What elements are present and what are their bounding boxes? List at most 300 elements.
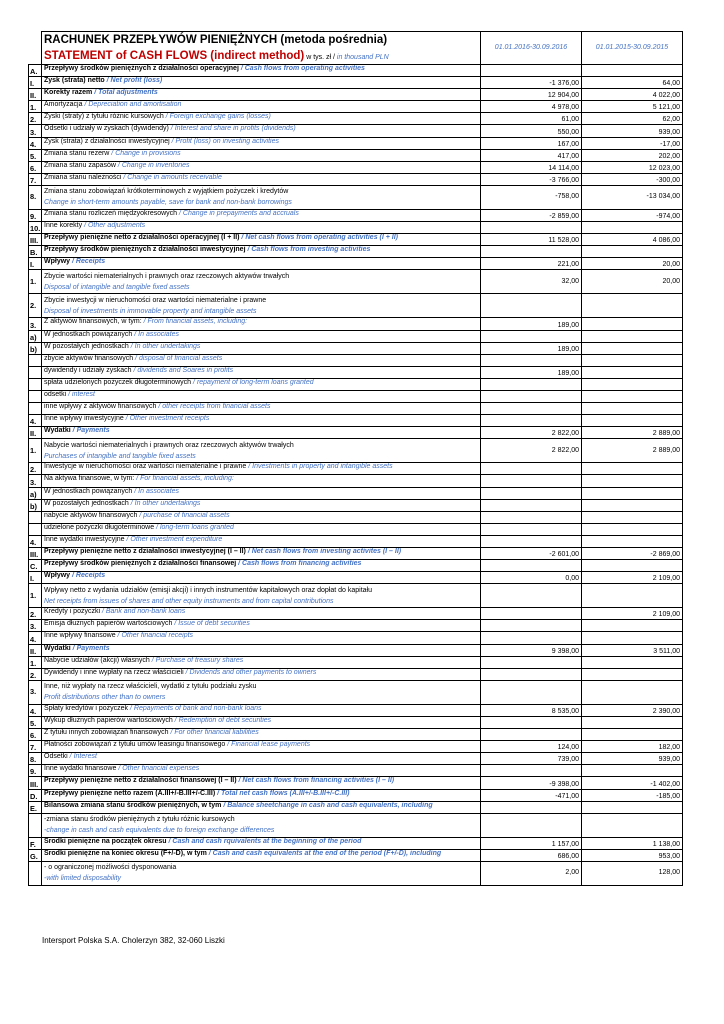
table-row — [29, 487, 683, 499]
value-current: 2,00 — [481, 861, 582, 885]
label-separator: / — [132, 487, 139, 495]
value-current: 686,00 — [481, 849, 582, 861]
row-number: 9. — [29, 209, 42, 221]
value-current — [481, 499, 582, 511]
label-en: Change in prepayments and accruals — [182, 209, 299, 217]
period-current: 01.01.2016-30.09.2016 — [481, 32, 582, 65]
row-number: 9. — [29, 765, 42, 777]
value-previous: 939,00 — [582, 125, 683, 137]
table-row — [29, 813, 683, 837]
value-previous: 2 390,00 — [582, 704, 683, 716]
row-number: 1. — [29, 101, 42, 113]
value-previous — [582, 294, 683, 318]
label-pl: Korekty razem — [44, 89, 93, 97]
value-previous: 939,00 — [582, 753, 683, 765]
value-previous: 1 138,00 — [582, 837, 683, 849]
label-pl: Z tytułu innych zobowiązań finansowych — [44, 729, 169, 737]
label-separator: / — [238, 65, 245, 72]
label-separator: / — [169, 137, 176, 145]
value-current — [481, 403, 582, 415]
row-number — [29, 390, 42, 402]
label-en: Cash flows from investing activities — [251, 246, 371, 254]
label-en: Repayments of bank and non-bank loans — [133, 704, 262, 712]
value-previous — [582, 801, 683, 813]
row-number — [29, 511, 42, 523]
value-previous — [582, 535, 683, 547]
label-en: Receipts — [75, 258, 106, 266]
value-current — [481, 475, 582, 487]
company-footer: Intersport Polska S.A. Cholerzyn 382, 32-060 Liszki — [42, 936, 225, 945]
label-separator: / — [239, 234, 246, 242]
label-separator: / — [168, 125, 175, 133]
label-pl: Płatności zobowiązań z tytułu umów leasingu finansowego — [44, 741, 226, 749]
table-row — [29, 222, 683, 234]
label-separator: / — [236, 777, 243, 785]
label-en: Foreign exchange gains (losses) — [169, 113, 271, 121]
value-previous — [582, 403, 683, 415]
label-pl: Przepływy środków pieniężnych z działalności inwestycyjnej — [44, 246, 246, 254]
table-row — [29, 173, 683, 185]
label-en: purchase of financial assets — [143, 511, 230, 519]
value-previous: 20,00 — [582, 270, 683, 294]
row-description — [42, 813, 481, 837]
table-row — [29, 378, 683, 390]
row-description — [42, 632, 481, 644]
row-description — [42, 258, 481, 270]
row-description — [42, 741, 481, 753]
label-separator: / — [133, 354, 139, 362]
label-pl: Zmiana stanu rozliczeń międzyokresowych — [44, 209, 178, 217]
value-previous: 3 511,00 — [582, 644, 683, 656]
row-description — [42, 656, 481, 668]
row-description — [42, 584, 481, 608]
value-current — [481, 620, 582, 632]
label-en: Profit distributions other than to owners — [44, 694, 166, 702]
table-row — [29, 294, 683, 318]
label-en: Balance sheetchange in cash and cash equivalents, including — [227, 801, 433, 809]
row-description — [42, 427, 481, 439]
value-current — [481, 535, 582, 547]
label-separator: / — [154, 523, 160, 531]
value-previous — [582, 354, 683, 366]
row-description — [42, 366, 481, 378]
row-description — [42, 680, 481, 704]
table-row — [29, 560, 683, 572]
label-pl: Zbycie inwestycji w nieruchomości oraz wartości niematerialne i prawne — [44, 296, 267, 304]
unit-pl: w tys. zł / — [306, 54, 337, 61]
row-number — [29, 403, 42, 415]
row-description — [42, 222, 481, 234]
row-description — [42, 378, 481, 390]
label-en: In other undertakings — [134, 342, 201, 350]
table-row — [29, 149, 683, 161]
label-pl: Inwestycje w nieruchomości oraz wartości niematerialne i prawne — [44, 463, 247, 471]
label-separator: / — [82, 222, 88, 230]
value-previous: 2 889,00 — [582, 427, 683, 439]
label-pl: Przepływy środków pieniężnych z działalności operacyjnej — [44, 65, 239, 72]
row-number: 7. — [29, 173, 42, 185]
label-en: Net cash flows from investing activites (I – II) — [251, 548, 402, 555]
value-current — [481, 656, 582, 668]
row-number: 2. — [29, 668, 42, 680]
row-number: 8. — [29, 185, 42, 209]
label-separator: / — [168, 729, 175, 737]
value-current — [481, 378, 582, 390]
label-separator: / — [166, 837, 173, 845]
table-row — [29, 137, 683, 149]
label-en: Change in provisions — [115, 149, 181, 157]
row-description — [42, 125, 481, 137]
value-previous: -185,00 — [582, 789, 683, 801]
label-en: Purchase of treasury shares — [155, 656, 244, 664]
table-row — [29, 572, 683, 584]
title-pl: RACHUNEK PRZEPŁYWÓW PIENIĘŻNYCH (metoda pośrednia) — [44, 34, 388, 46]
value-previous — [582, 620, 683, 632]
value-previous — [582, 560, 683, 572]
label-en: Change in amounts receivable — [127, 173, 222, 181]
value-current: -2 601,00 — [481, 548, 582, 560]
row-description — [42, 523, 481, 535]
row-description — [42, 173, 481, 185]
row-number — [29, 861, 42, 885]
label-pl: Kredyty i pożyczki — [44, 608, 101, 616]
value-previous — [582, 656, 683, 668]
label-pl: Przepływy pieniężne netto z działalności finansowej (I – II) — [44, 777, 237, 785]
label-pl: Odsetki — [44, 753, 68, 761]
label-pl: Inne wydatki finansowe — [44, 765, 117, 773]
value-current — [481, 680, 582, 704]
label-pl: zbycie aktywów finansowych — [44, 354, 134, 362]
row-description — [42, 149, 481, 161]
label-en: In associates — [138, 487, 180, 495]
cash-flow-table — [28, 31, 683, 886]
value-previous — [582, 318, 683, 330]
row-number: a) — [29, 330, 42, 342]
value-previous — [582, 330, 683, 342]
label-pl: - o ograniczonej możliwości dysponowania — [44, 864, 177, 872]
row-description — [42, 511, 481, 523]
value-previous — [582, 222, 683, 234]
row-description — [42, 354, 481, 366]
label-pl: Przepływy pieniężne netto z działalności operacyjnej (I + II) — [44, 234, 240, 242]
value-previous: 2 109,00 — [582, 572, 683, 584]
label-en: Purchases of intangible and tangible fixed assets — [44, 452, 196, 460]
label-en: Investments in property and intangible assets — [252, 463, 393, 471]
table-row — [29, 342, 683, 354]
table-row — [29, 789, 683, 801]
label-en: dividends and Soares in profits — [137, 366, 234, 374]
row-number: 1. — [29, 584, 42, 608]
label-en: Financial lease payments — [231, 741, 311, 749]
label-pl: Wykup dłużnych papierów wartościowych — [44, 716, 173, 724]
label-separator: / — [149, 656, 156, 664]
label-pl: Przepływy środków pieniężnych z działalności finansowej — [44, 560, 237, 568]
label-en: For financial assets, including: — [140, 475, 234, 483]
value-current — [481, 560, 582, 572]
row-number: III. — [29, 548, 42, 560]
value-current — [481, 765, 582, 777]
value-current — [481, 330, 582, 342]
value-previous: -1 402,00 — [582, 777, 683, 789]
label-pl: Zmiana stanu zobowiązań krótkoterminowych z wyjątkiem pożyczek i kredytów — [44, 188, 289, 196]
table-row — [29, 801, 683, 813]
row-description — [42, 161, 481, 173]
row-number: E. — [29, 801, 42, 813]
label-pl: Zmiana stanu należności — [44, 173, 122, 181]
label-separator: / — [236, 560, 243, 568]
value-current — [481, 511, 582, 523]
row-description — [42, 390, 481, 402]
table-row — [29, 535, 683, 547]
label-en: In associates — [138, 330, 180, 338]
label-separator: / — [225, 741, 232, 749]
row-description — [42, 777, 481, 789]
row-description — [42, 572, 481, 584]
row-description — [42, 403, 481, 415]
row-description — [42, 729, 481, 741]
label-separator: / — [131, 366, 138, 374]
row-description — [42, 101, 481, 113]
label-en: Cash and cash rquivalents at the beginning of the period — [172, 837, 362, 845]
table-row — [29, 101, 683, 113]
value-current — [481, 729, 582, 741]
value-current: 9 398,00 — [481, 644, 582, 656]
value-current — [481, 813, 582, 837]
label-pl: Wpływy — [44, 258, 71, 266]
table-row — [29, 330, 683, 342]
table-row — [29, 523, 683, 535]
row-number: a) — [29, 487, 42, 499]
value-previous: 182,00 — [582, 741, 683, 753]
row-description — [42, 342, 481, 354]
table-row — [29, 644, 683, 656]
table-row — [29, 777, 683, 789]
value-previous — [582, 415, 683, 427]
table-row — [29, 258, 683, 270]
table-row — [29, 354, 683, 366]
value-previous — [582, 475, 683, 487]
table-row — [29, 499, 683, 511]
table-row — [29, 753, 683, 765]
table-row — [29, 837, 683, 849]
value-current: 189,00 — [481, 366, 582, 378]
row-description — [42, 113, 481, 125]
table-row — [29, 77, 683, 89]
value-previous — [582, 378, 683, 390]
label-en: Profit (loss) on investing activities — [175, 137, 279, 145]
label-separator: / — [116, 765, 123, 773]
row-description — [42, 704, 481, 716]
table-row — [29, 439, 683, 463]
label-en: Net cash flows from operating activities (I + II) — [245, 234, 399, 242]
row-description — [42, 415, 481, 427]
row-description — [42, 644, 481, 656]
row-description — [42, 246, 481, 258]
value-previous — [582, 342, 683, 354]
label-pl: W pozostałych jednostkach — [44, 342, 129, 350]
label-separator: / — [92, 89, 99, 97]
label-pl: Bilansowa zmiana stanu środków pieniężnych, w tym — [44, 801, 222, 809]
label-pl: udzielone pożyczki długoterminowe — [44, 523, 155, 531]
label-separator: / — [163, 113, 170, 121]
value-current: 8 535,00 — [481, 704, 582, 716]
value-previous — [582, 246, 683, 258]
table-row — [29, 584, 683, 608]
label-separator: / — [245, 246, 252, 254]
table-row — [29, 741, 683, 753]
row-number: A. — [29, 65, 42, 77]
table-row — [29, 656, 683, 668]
label-en: Cash and cash equivalents at the end of the period (F+/-D), including — [212, 849, 442, 857]
value-current — [481, 463, 582, 475]
value-current — [481, 390, 582, 402]
value-previous — [582, 366, 683, 378]
label-separator: / — [134, 475, 141, 483]
label-separator: / — [246, 463, 253, 471]
row-number: 2. — [29, 608, 42, 620]
value-current — [481, 584, 582, 608]
label-pl: Wydatki — [44, 427, 71, 435]
label-en: Cash flows from financing activities — [242, 560, 362, 568]
row-number: G. — [29, 849, 42, 861]
header-row — [29, 32, 683, 65]
row-number: 4. — [29, 137, 42, 149]
table-row — [29, 427, 683, 439]
label-en: Change in inventories — [121, 161, 190, 169]
row-number: 4. — [29, 632, 42, 644]
value-current: -758,00 — [481, 185, 582, 209]
row-description — [42, 463, 481, 475]
label-en: Interest — [73, 753, 97, 761]
row-description — [42, 475, 481, 487]
label-separator: / — [177, 209, 183, 217]
value-current: 2 822,00 — [481, 439, 582, 463]
label-separator: / — [183, 668, 190, 676]
table-row — [29, 270, 683, 294]
row-description — [42, 487, 481, 499]
label-pl: W pozostałych jednostkach — [44, 499, 129, 507]
label-pl: Zyski (straty) z tytułu różnic kursowych — [44, 113, 164, 121]
label-separator: / — [128, 499, 135, 507]
value-previous — [582, 511, 683, 523]
value-previous: 128,00 — [582, 861, 683, 885]
label-separator: / — [115, 161, 122, 169]
value-current: 417,00 — [481, 149, 582, 161]
value-current: 167,00 — [481, 137, 582, 149]
row-number: 4. — [29, 535, 42, 547]
value-current — [481, 523, 582, 535]
table-row — [29, 704, 683, 716]
label-separator: / — [132, 330, 139, 338]
label-pl: Inne, niż wypłaty na rzecz właścicieli, wydatki z tytułu podziału zysku — [44, 683, 257, 691]
value-current: -471,00 — [481, 789, 582, 801]
value-current — [481, 632, 582, 644]
label-pl: Zmiana stanu zapasów — [44, 161, 116, 169]
value-previous: 202,00 — [582, 149, 683, 161]
label-pl: Zysk (strata) z działalności inwestycyjnej — [44, 137, 170, 145]
label-en: Redemption of debt securities — [178, 716, 272, 724]
value-previous: 12 023,00 — [582, 161, 683, 173]
value-current: 2 822,00 — [481, 427, 582, 439]
row-number: 4. — [29, 415, 42, 427]
value-current — [481, 487, 582, 499]
row-description — [42, 765, 481, 777]
value-current: -3 766,00 — [481, 173, 582, 185]
row-description — [42, 499, 481, 511]
row-number: 1. — [29, 439, 42, 463]
label-pl: Nabycie udziałów (akcji) własnych — [44, 656, 150, 664]
label-en: Change in short-term amounts payable, save for bank and non-bank borrowings — [44, 199, 292, 207]
row-description — [42, 861, 481, 885]
label-en: repayment of long-term loans granted — [196, 378, 314, 386]
label-separator: / — [70, 427, 77, 435]
row-description — [42, 185, 481, 209]
value-previous — [582, 729, 683, 741]
value-previous: -300,00 — [582, 173, 683, 185]
label-en: In other undertakings — [134, 499, 201, 507]
value-previous — [582, 668, 683, 680]
label-en: Payments — [76, 427, 110, 435]
row-number: 3. — [29, 475, 42, 487]
value-current: -9 398,00 — [481, 777, 582, 789]
label-pl: Przepływy pieniężne netto z działalności inwestycyjnej (I – II) — [44, 548, 246, 555]
value-current — [481, 246, 582, 258]
row-description — [42, 789, 481, 801]
table-row — [29, 65, 683, 77]
label-pl: Wpływy netto z wydania udziałów (emisji akcji) i innych instrumentów kapitałowych oraz dopłat do kapitału — [44, 586, 372, 594]
label-pl: nabycie aktywów finansowych — [44, 511, 138, 519]
table-row — [29, 849, 683, 861]
table-row — [29, 209, 683, 221]
value-current: 1 157,00 — [481, 837, 582, 849]
table-row — [29, 125, 683, 137]
table-row — [29, 632, 683, 644]
label-pl: Spłaty kredytów i pożyczek — [44, 704, 129, 712]
value-current: 189,00 — [481, 318, 582, 330]
value-current: 0,00 — [481, 572, 582, 584]
label-pl: Dywidendy i inne wypłaty na rzecz właścicieli — [44, 668, 184, 676]
row-description — [42, 137, 481, 149]
label-separator: / — [245, 548, 252, 555]
row-description — [42, 77, 481, 89]
row-description — [42, 65, 481, 77]
row-number: 6. — [29, 729, 42, 741]
table-row — [29, 511, 683, 523]
label-pl: -zmiana stanu środków pieniężnych z tytułu różnic kursowych — [44, 816, 235, 824]
label-en: Total net cash flows (A.III+/-B.III+/-C.III) — [221, 789, 350, 797]
value-previous — [582, 523, 683, 535]
label-separator: / — [128, 704, 134, 712]
value-current: 739,00 — [481, 753, 582, 765]
label-separator: / — [191, 378, 197, 386]
row-number: I. — [29, 77, 42, 89]
value-current: 11 528,00 — [481, 234, 582, 246]
label-pl: W jednostkach powiązanych — [44, 330, 133, 338]
label-separator: / — [70, 572, 76, 580]
value-previous — [582, 463, 683, 475]
value-current — [481, 354, 582, 366]
label-en: Total adjustments — [98, 89, 158, 97]
row-description — [42, 837, 481, 849]
table-row — [29, 318, 683, 330]
label-separator: / — [137, 511, 144, 519]
label-en: Net receipts from issues of shares and other equity instruments and from capital contributions — [44, 597, 334, 605]
label-en: Other adjustments — [87, 222, 146, 230]
row-number: 2. — [29, 294, 42, 318]
label-en: Cash flows from operating activities — [244, 65, 365, 72]
row-number — [29, 378, 42, 390]
label-pl: Na aktywa finansowe, w tym: — [44, 475, 135, 483]
